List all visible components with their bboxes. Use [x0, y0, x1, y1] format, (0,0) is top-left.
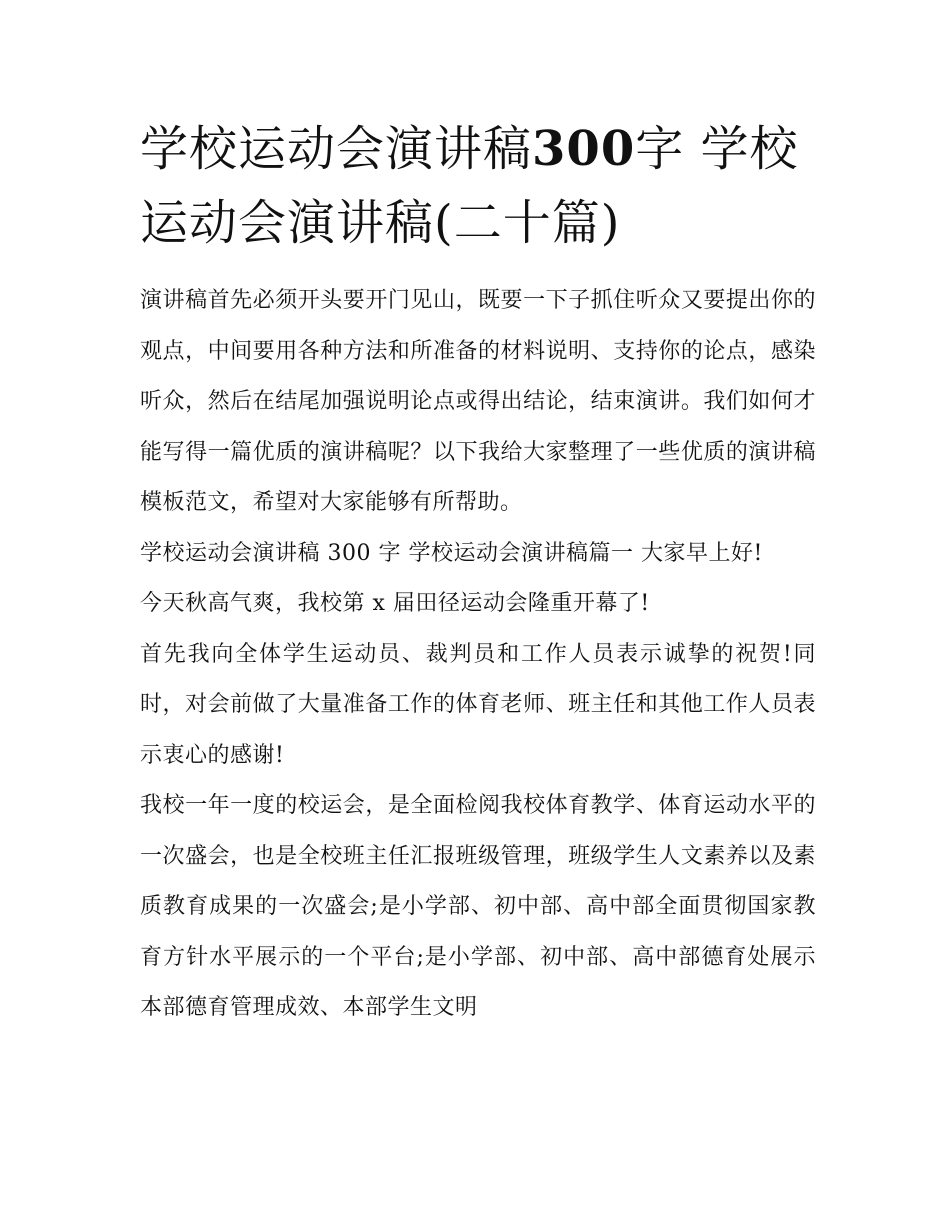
paragraph-speech-heading: 学校运动会演讲稿 300 字 学校运动会演讲稿篇一 大家早上好!	[140, 540, 763, 566]
title-part-1: 学校运动会演讲稿	[140, 121, 533, 177]
paragraph-intro: 演讲稿首先必须开头要开门见山，既要一下子抓住听众又要提出你的观点，中间要用各种方法和所准备的材料说明、支持你的论点，感染听众，然后在结尾加强说明论点或得出结论，结束演讲。我们如何才能写得一篇优质的演讲稿呢？以下我给大家整理了一些优质的演讲稿模板范文，希望对大家能够有所帮助。	[140, 288, 816, 515]
paragraph-opening: 今天秋高气爽，我校第 x 届田径运动会隆重开幕了!	[140, 591, 650, 616]
title-part-2: 字 学校运动会演讲稿(二十篇)	[140, 121, 799, 251]
title-number: 300	[532, 121, 636, 177]
paragraph-congratulations: 首先我向全体学生运动员、裁判员和工作人员表示诚挚的祝贺!同时，对会前做了大量准备工作的体育老师、班主任和其他工作人员表示衷心的感谢!	[140, 641, 816, 768]
paragraph-significance: 我校一年一度的校运会，是全面检阅我校体育教学、体育运动水平的一次盛会，也是全校班主任汇报班级管理，班级学生人文素养以及素质教育成果的一次盛会;是小学部、初中部、高中部全面贯彻国家教育方针水平展示的一个平台;是小学部、初中部、高中部德育处展示本部德育管理成效、本部学生文明	[140, 793, 816, 1020]
document-title	[140, 112, 820, 260]
document-body	[140, 276, 816, 1034]
